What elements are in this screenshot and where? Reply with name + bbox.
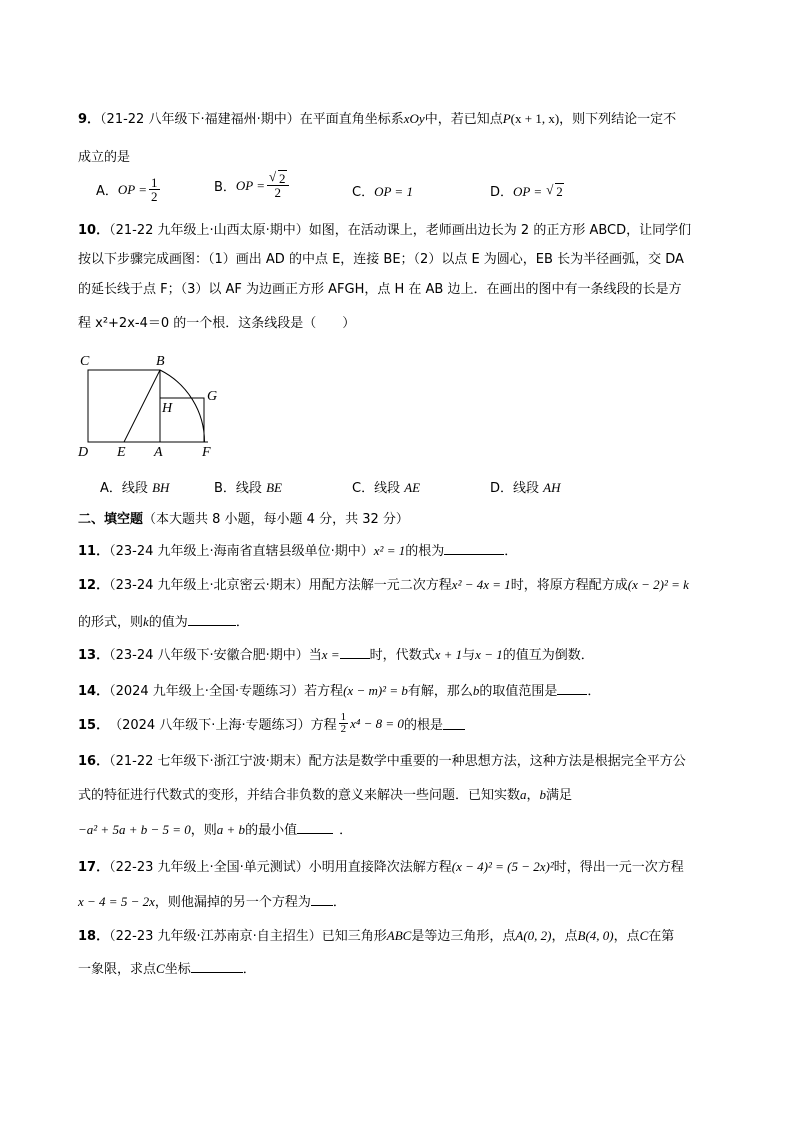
label-e: E — [117, 445, 126, 460]
q17-line2: x − 4 = 5 − 2x，则他漏掉的另一个方程为 ． — [78, 894, 346, 910]
q9-line2: 成立的是 — [78, 150, 131, 165]
q14: 14．（2024 九年级上·全国·专题练习）若方程(x − m)² = b有解，那么b的取值范围是 ． — [78, 683, 601, 699]
square-abcd — [88, 370, 160, 442]
q9-option-c[interactable]: C．OP = 1 — [352, 184, 413, 200]
q17-answer-blank[interactable] — [311, 893, 333, 906]
q10-option-a[interactable]: A．线段 BH — [100, 480, 170, 496]
q9-coord-sys: xOy — [403, 111, 425, 126]
label-h: H — [162, 401, 173, 416]
label-c: C — [80, 354, 90, 369]
label-b: B — [156, 354, 165, 369]
q10-option-b[interactable]: B．线段 BE — [214, 480, 282, 496]
q16-line3: −a² + 5a + b − 5 = 0，则a + b的最小值 ． — [78, 822, 353, 838]
q10-line2: 按以下步骤完成画图：（1）画出 AD 的中点 E，连接 BE；（2）以点 E 为圆心，EB 长为半径画弧，交 DA — [78, 252, 684, 267]
q16-line1: 16．（21-22 七年级下·浙江宁波·期末）配方法是数学中重要的一种思想方法，这种方法是根据完全平方公 — [78, 754, 686, 769]
q10-figure — [70, 350, 250, 460]
q14-answer-blank[interactable] — [557, 682, 587, 695]
q18-answer-blank[interactable] — [191, 960, 243, 973]
q9-option-b[interactable]: B． OP = √ 2 2 — [214, 172, 291, 199]
q18-line2: 一象限，求点C坐标 ． — [78, 961, 256, 977]
q11: 11．（23-24 九年级上·海南省直辖县级单位·期中）x² = 1的根为 ． — [78, 543, 518, 559]
line-be — [124, 370, 160, 442]
q13-answer-blank[interactable] — [340, 646, 370, 659]
q15: 15． （2024 八年级下·上海·专题练习） 方程 $\frac{1}{2}$ x⁴ − 8 = 0 的根是 — [78, 712, 465, 735]
q15-answer-blank[interactable] — [443, 717, 465, 730]
q9-point-coords: (x + 1, x) — [510, 111, 560, 126]
q12-line1: 12．（23-24 九年级上·北京密云·期末）用配方法解一元二次方程x² − 4x = 1时，将原方程配方成(x − 2)² = k — [78, 577, 689, 593]
q9-option-d[interactable]: D．OP = √ 2 — [490, 182, 563, 200]
q10-line4: 程 x²+2x-4＝0 的一个根．这条线段是（ ） — [78, 316, 356, 331]
q9-point: P — [502, 111, 511, 126]
q17-line1: 17．（22-23 九年级上·全国·单元测试）小明用直接降次法解方程(x − 4)² = (5 − 2x)²时，得出一元一次方程 — [78, 859, 684, 875]
q10-number: 10． — [78, 223, 110, 238]
q10-line3: 的延长线于点 F；（3）以 AF 为边画正方形 AFGH，点 H 在 AB 边上．在画出的图中有一条线段的长是方 — [78, 282, 682, 297]
q10-option-c[interactable]: C．线段 AE — [352, 480, 421, 496]
label-g: G — [207, 389, 218, 404]
q18-line1: 18．（22-23 九年级·江苏南京·自主招生）已知三角形ABC是等边三角形，点A(0, 2)，点B(4, 0)，点C在第 — [78, 928, 675, 944]
q16-line2: 式的特征进行代数式的变形，并结合非负数的意义来解决一些问题．已知实数a，b满足 — [78, 787, 573, 803]
q10-line1: 10．（21-22 九年级上·山西太原·期中）如图，在活动课上，老师画出边长为 2 的正方形 ABCD，让同学们 — [78, 223, 692, 238]
q9-option-a[interactable]: A． OP = $\frac{1}{2}$ — [96, 175, 158, 204]
label-f: F — [202, 445, 211, 460]
q9-line1 — [78, 108, 676, 127]
label-a: A — [154, 445, 163, 460]
label-d: D — [78, 445, 89, 460]
q10-source: （21-22 九年级上·山西太原·期中） — [109, 223, 309, 238]
q12-line2: 的形式，则k的值为 ． — [78, 614, 249, 630]
q9-source: （21-22 八年级下·福建福州·期中） — [100, 112, 300, 127]
q10-option-d[interactable]: D．线段 AH — [490, 480, 561, 496]
q9-text: 在平面直角坐标系 — [299, 112, 404, 127]
q9-text-mid: 中，若已知点 — [424, 112, 503, 127]
q9-text-end: ，则下列结论一定不 — [559, 112, 677, 127]
q13: 13．（23-24 八年级下·安徽合肥·期中）当x = 时，代数式x + 1与x − 1的值互为倒数． — [78, 647, 594, 663]
q11-answer-blank[interactable] — [444, 542, 504, 555]
q16-answer-blank[interactable] — [297, 821, 333, 834]
section-2-header: 二、填空题（本大题共 8 小题，每小题 4 分，共 32 分） — [78, 512, 409, 527]
q9-number: 9． — [78, 112, 101, 127]
q12-answer-blank[interactable] — [188, 613, 236, 626]
